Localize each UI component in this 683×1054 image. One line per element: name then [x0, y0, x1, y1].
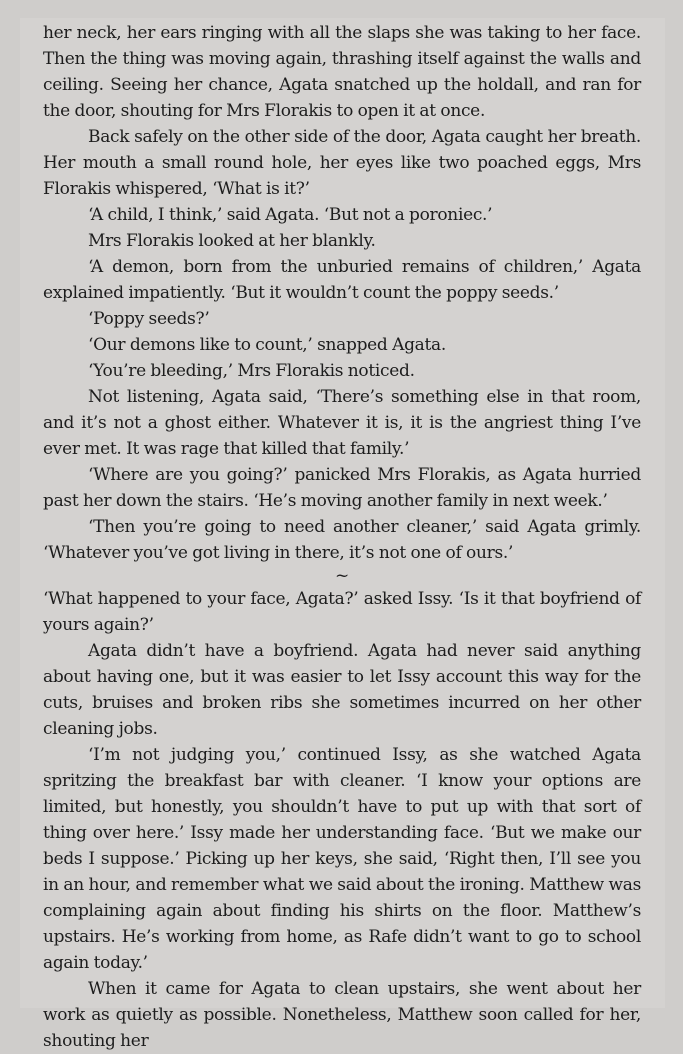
paragraph: ‘What happened to your face, Agata?’ asked Issy. ‘Is it that boyfriend of yours again?’	[43, 589, 641, 635]
paragraph: ‘Poppy seeds?’	[88, 309, 210, 329]
paragraph: Mrs Florakis looked at her blankly.	[88, 231, 376, 251]
paragraph: Agata didn’t have a boyfriend. Agata had never said anything about having one, but it was easier to let Issy account this way for the cuts, bruises and broken ribs she sometimes incurred on her other cleaning jobs.	[43, 641, 641, 739]
paragraph: ‘A child, I think,’ said Agata. ‘But not a poroniec.’	[88, 205, 493, 225]
paragraph: Not listening, Agata said, ‘There’s something else in that room, and it’s not a ghost either. Whatever it is, it is the angriest thing I’ve ever met. It was rage that killed that family.’	[43, 387, 641, 459]
paragraph: ‘I’m not judging you,’ continued Issy, as she watched Agata spritzing the breakfast bar with cleaner. ‘I know your options are limited, but honestly, you shouldn’t have to put up with that sort of thing over here.’ Issy made her understanding face. ‘But we make our beds I suppose.’ Picking up her keys, she said, ‘Right then, I’ll see you in an hour, and remember what we said about the ironing. Matthew was complaining again about finding his shirts on the floor. Matthew’s upstairs. He’s working from home, as Rafe didn’t want to go to school again today.’	[43, 745, 641, 973]
paragraph: ‘Where are you going?’ panicked Mrs Florakis, as Agata hurried past her down the stairs. ‘He’s moving another family in next week.’	[43, 465, 641, 511]
paragraph: ‘You’re bleeding,’ Mrs Florakis noticed.	[88, 361, 415, 381]
paragraph: ‘Then you’re going to need another cleaner,’ said Agata grimly. ‘Whatever you’ve got living in there, it’s not one of ours.’	[43, 517, 641, 563]
paragraph: When it came for Agata to clean upstairs, she went about her work as quietly as possible. Nonetheless, Matthew soon called for her, shouting her	[43, 979, 641, 1051]
section-separator: ~	[335, 566, 349, 586]
paragraph: ‘Our demons like to count,’ snapped Agata.	[88, 335, 446, 355]
body-text	[43, 20, 641, 1054]
paragraph: ‘A demon, born from the unburied remains of children,’ Agata explained impatiently. ‘But it wouldn’t count the poppy seeds.’	[43, 257, 641, 303]
paragraph: her neck, her ears ringing with all the slaps she was taking to her face. Then the thing was moving again, thrashing itself against the walls and ceiling. Seeing her chance, Agata snatched up the holdall, and ran for the door, shouting for Mrs Florakis to open it at once.	[43, 23, 641, 121]
paragraph: Back safely on the other side of the door, Agata caught her breath. Her mouth a small round hole, her eyes like two poached eggs, Mrs Florakis whispered, ‘What is it?’	[43, 127, 641, 199]
